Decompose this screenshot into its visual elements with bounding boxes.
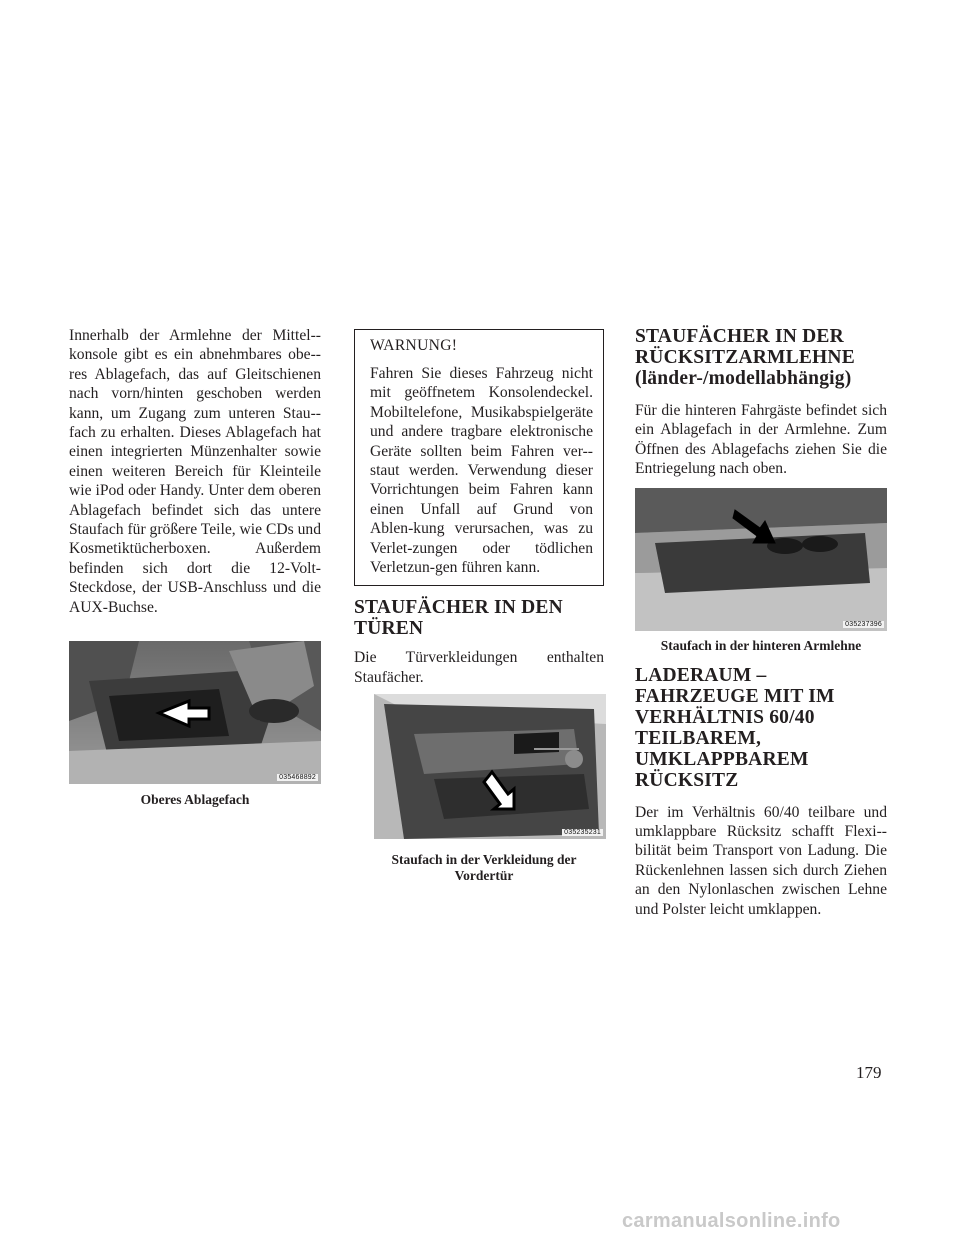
column-3: [635, 326, 887, 919]
figure-id-label: 035468892: [279, 774, 316, 782]
figure-rear-armrest: [635, 488, 887, 654]
warning-box: [354, 329, 604, 586]
warning-text: Fahren Sie dieses Fahrzeug nicht mit geöffnetem Konsolendeckel. Mobiltelefone, Musikabspielgeräte und andere tragbare elektronische Geräte sollten beim Fahren ver-staut werden. Verwendung dieser Vorrichtungen beim Fahren kann einen Unfall auf Grund von Ablen-kung verursachen, was zu Verlet-zungen oder tödlichen Verletzun-gen führen kann.: [370, 365, 593, 577]
intro-paragraph: Innerhalb der Armlehne der Mittel-konsole gibt es ein abnehmbares obe-res Ablagefach, das auf Gleitschienen nach vorn/hinten geschoben werden kann, um Zugang zum unteren Stau-fach zu erhalten. Dieses Ablagefach hat einen integrierten Münzenhalter sowie einen weiteren Bereich für Kleinteile wie iPod oder Handy. Unter dem oberen Ablagefach befindet sich das untere Staufach für größere Teile, wie CDs und Kosmetiktücherboxen. Außerdem befinden sich dort die 12-Volt-Steckdose, der USB-Anschluss und die AUX-Buchse.: [69, 327, 321, 616]
section-heading-doors: STAUFÄCHER IN DEN TÜREN: [354, 597, 563, 640]
rear-armrest-paragraph: Für die hinteren Fahrgäste befindet sich ein Ablagefach in der Armlehne. Zum Öffnen des Ablagefachs ziehen Sie die Entriegelung nach oben.: [635, 402, 887, 478]
door-photo: [374, 694, 606, 839]
page-number: 179: [856, 1063, 882, 1082]
watermark: carmanualsonline.info: [622, 1210, 841, 1232]
figure-id-label: 035235231: [564, 829, 601, 837]
figure-door-storage: [354, 694, 604, 884]
figure-caption: Oberes Ablagefach: [140, 792, 250, 808]
column-2: [354, 326, 604, 884]
rear-armrest-photo: [635, 488, 887, 631]
figure-caption: Staufach in der hinteren Armlehne: [660, 637, 862, 653]
warning-title: WARNUNG!: [370, 337, 458, 354]
section-heading-rear-armrest: STAUFÄCHER IN DER RÜCKSITZARMLEHNE: [635, 326, 855, 368]
cargo-paragraph: Der im Verhältnis 60/40 teilbare und umklappbare Rücksitz schafft Flexi-bilität beim Transport von Ladung. Die Rückenlehnen lassen sich durch Ziehen an den Nylonlaschen zwischen Lehne und Polster leicht umklappen.: [635, 803, 887, 918]
doors-paragraph: Die Türverkleidungen enthalten Staufächer.: [354, 649, 604, 686]
figure-id-label: 035237396: [845, 620, 882, 628]
section-subheading-availability: (länder-/modellabhängig): [635, 368, 852, 389]
figure-caption: Staufach in der Verkleidung der Vordertür: [391, 852, 577, 884]
console-photo: [69, 641, 321, 784]
column-1: [69, 326, 321, 808]
section-heading-cargo: LADERAUM – FAHRZEUGE MIT IM VERHÄLTNIS 60/40 TEILBAREM, UMKLAPPBAREM RÜCKSITZ: [635, 664, 835, 791]
figure-upper-storage: [69, 641, 321, 808]
